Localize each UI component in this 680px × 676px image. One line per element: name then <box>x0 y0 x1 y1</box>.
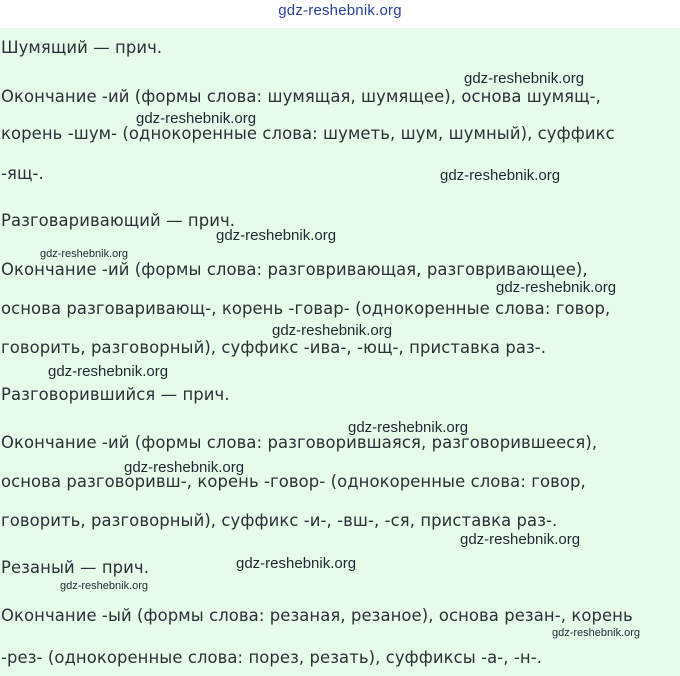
watermark: gdz-reshebnik.org <box>440 167 561 184</box>
text-line: основа разговоривш-, корень -говор- (однокоренные слова: говор, <box>1 472 586 491</box>
text-line: Окончание -ый (формы слова: резаная, резаное), основа резан-, корень <box>1 606 633 625</box>
watermark: gdz-reshebnik.org <box>272 322 393 339</box>
watermark: gdz-reshebnik.org <box>552 627 641 639</box>
text-line: основа разговаривающ-, корень -говар- (однокоренные слова: говор, <box>1 299 611 318</box>
text-line: говорить, разговорный), суффикс -и-, -вш-, -ся, приставка раз-. <box>1 511 558 530</box>
watermark: gdz-reshebnik.org <box>48 363 169 380</box>
watermark: gdz-reshebnik.org <box>40 248 129 260</box>
watermark: gdz-reshebnik.org <box>60 580 149 592</box>
text-line: Разговорившийся — прич. <box>1 385 230 404</box>
watermark: gdz-reshebnik.org <box>136 110 257 127</box>
text-line: корень -шум- (однокоренные слова: шуметь, шум, шумный), суффикс <box>1 124 615 143</box>
text-line: Резаный — прич. <box>1 558 150 577</box>
watermark: gdz-reshebnik.org <box>348 419 469 436</box>
watermark: gdz-reshebnik.org <box>460 531 581 548</box>
text-line: Окончание -ий (формы слова: разговорившаяся, разговорившееся), <box>1 433 598 452</box>
watermark: gdz-reshebnik.org <box>464 70 585 87</box>
watermark: gdz-reshebnik.org <box>124 459 245 476</box>
text-line: Окончание -ий (формы слова: шумящая, шумящее), основа шумящ-, <box>1 87 601 106</box>
text-line: -рез- (однокоренные слова: порез, резать), суффиксы -а-, -н-. <box>1 648 543 667</box>
watermark: gdz-reshebnik.org <box>496 279 617 296</box>
text-line: Разговаривающий — прич. <box>1 211 236 230</box>
watermark: gdz-reshebnik.org <box>236 555 357 572</box>
text-line: говорить, разговорный), суффикс -ива-, -ющ-, приставка раз-. <box>1 338 547 357</box>
text-line: -ящ-. <box>1 164 44 183</box>
watermark: gdz-reshebnik.org <box>216 227 337 244</box>
text-line: Шумящий — прич. <box>1 38 163 57</box>
header-watermark: gdz-reshebnik.org <box>278 2 402 19</box>
text-line: Окончание -ий (формы слова: разговривающая, разговривающее), <box>1 260 588 279</box>
